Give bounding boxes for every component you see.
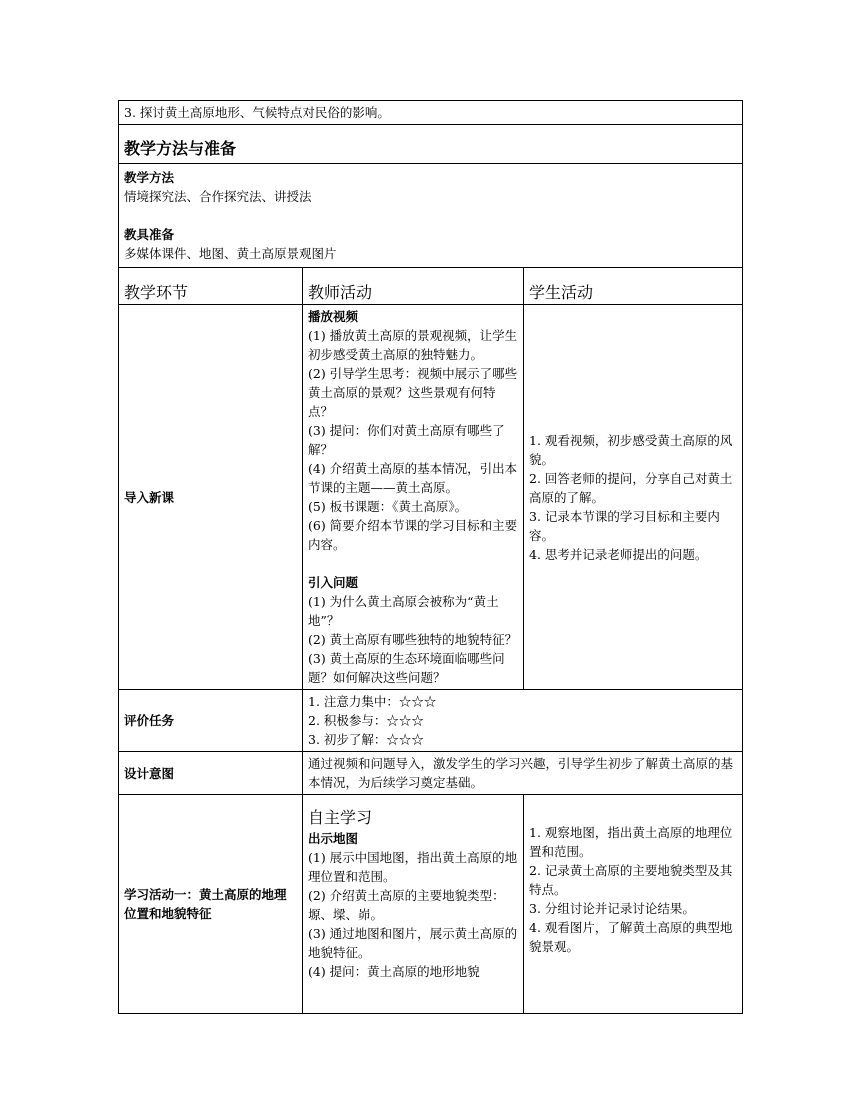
student-step: 3. 分组讨论并记录讨论结果。	[529, 901, 695, 916]
teacher-question: (2) 黄土高原有哪些独特的地貌特征？	[308, 632, 518, 647]
tools-text: 多媒体课件、地图、黄土高原景观图片	[124, 246, 337, 261]
evaluation-item: 2. 积极参与：☆☆☆	[308, 713, 424, 728]
teacher-heading-video: 播放视频	[308, 309, 359, 324]
design-text: 通过视频和问题导入，激发学生的学习兴趣，引导学生初步了解黄土高原的基本情况，为后续学习奠定基础。	[303, 752, 743, 795]
design-row	[119, 752, 743, 795]
intro-student-cell	[524, 305, 743, 690]
teacher-step: (2) 引导学生思考：视频中展示了哪些黄土高原的景观？这些景观有何特点？	[308, 366, 518, 419]
teacher-step: (1) 展示中国地图，指出黄土高原的地理位置和范围。	[308, 850, 518, 884]
evaluation-row	[119, 690, 743, 752]
teacher-step: (3) 提问：你们对黄土高原有哪些了解？	[308, 423, 505, 457]
methods-cell	[119, 164, 743, 268]
column-header-teacher: 教师活动	[303, 268, 524, 305]
evaluation-item: 1. 注意力集中：☆☆☆	[308, 694, 437, 709]
activity1-student-cell	[524, 795, 743, 1014]
activity1-teacher-cell	[303, 795, 524, 1014]
evaluation-item: 3. 初步了解：☆☆☆	[308, 732, 424, 747]
intro-row	[119, 305, 743, 690]
teacher-heading-questions: 引入问题	[308, 575, 359, 590]
student-step: 4. 观看图片，了解黄土高原的典型地貌景观。	[529, 920, 733, 954]
tools-heading: 教具准备	[124, 227, 175, 242]
activity1-stage-label: 学习活动一：黄土高原的地理位置和地貌特征	[119, 795, 303, 1014]
table-header-row	[119, 268, 743, 305]
teacher-step: (4) 介绍黄土高原的基本情况，引出本节课的主题——黄土高原。	[308, 461, 518, 495]
methods-title-row	[119, 125, 743, 164]
column-header-student: 学生活动	[524, 268, 743, 305]
intro-teacher-cell	[303, 305, 524, 690]
evaluation-label: 评价任务	[119, 690, 303, 752]
evaluation-cell	[303, 690, 743, 752]
student-step: 2. 回答老师的提问，分享自己对黄土高原的了解。	[529, 470, 733, 505]
student-step: 4. 思考并记录老师提出的问题。	[529, 546, 708, 562]
intro-stage-label: 导入新课	[119, 305, 303, 690]
goal-3-text: 3. 探讨黄土高原地形、气候特点对民俗的影响。	[119, 101, 743, 125]
teacher-step: (5) 板书课题：《黄土高原》。	[308, 499, 468, 514]
teacher-question: (3) 黄土高原的生态环境面临哪些问题？如何解决这些问题？	[308, 651, 505, 685]
student-step: 3. 记录本节课的学习目标和主要内容。	[529, 508, 720, 543]
teacher-step: (4) 提问：黄土高原的地形地貌	[308, 964, 480, 979]
teacher-step: (1) 播放黄土高原的景观视频，让学生初步感受黄土高原的独特魅力。	[308, 328, 518, 362]
lesson-plan-table	[118, 100, 743, 1014]
student-step: 1. 观看视频，初步感受黄土高原的风貌。	[529, 432, 733, 467]
student-step: 1. 观察地图，指出黄土高原的地理位置和范围。	[529, 825, 733, 859]
methods-row	[119, 164, 743, 268]
design-label: 设计意图	[119, 752, 303, 795]
teacher-step: (3) 通过地图和图片，展示黄土高原的地貌特征。	[308, 926, 518, 960]
teacher-question: (1) 为什么黄土高原会被称为“黄土地”？	[308, 594, 499, 628]
activity1-teacher-heading: 出示地图	[308, 831, 359, 846]
student-step: 2. 记录黄土高原的主要地貌类型及其特点。	[529, 863, 733, 897]
method-text: 情境探究法、合作探究法、讲授法	[124, 189, 312, 204]
column-header-stage: 教学环节	[119, 268, 303, 305]
teacher-step: (6) 简要介绍本节课的学习目标和主要内容。	[308, 518, 518, 552]
goal-row	[119, 101, 743, 125]
lesson-plan-page	[118, 100, 742, 1014]
activity1-row	[119, 795, 743, 1014]
method-heading: 教学方法	[124, 170, 175, 185]
activity1-teacher-title: 自主学习	[308, 808, 373, 827]
teacher-step: (2) 介绍黄土高原的主要地貌类型：塬、墚、峁。	[308, 888, 505, 922]
section-title: 教学方法与准备	[119, 125, 743, 164]
